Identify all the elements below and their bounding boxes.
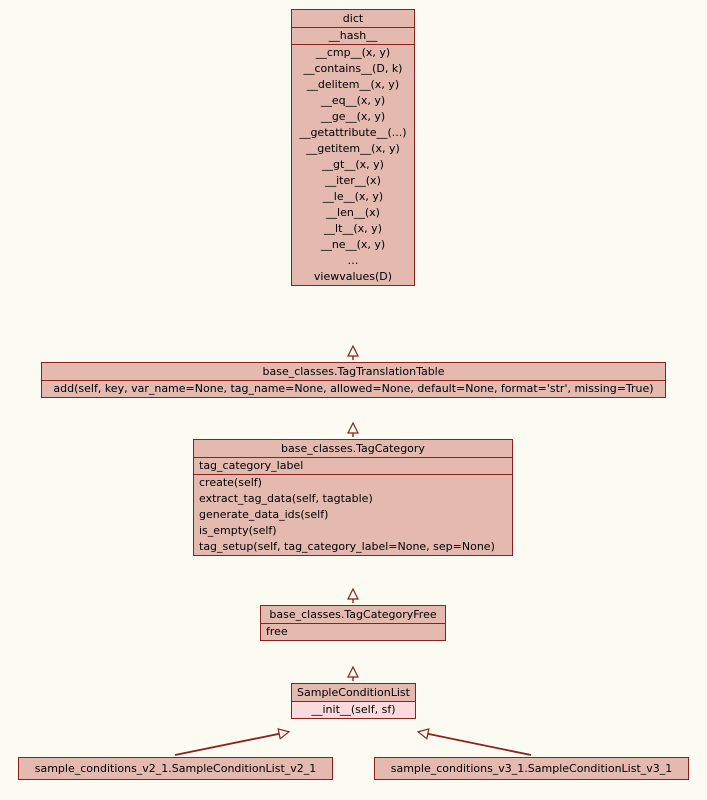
class-node-tagcategoryfree[interactable] (260, 605, 446, 641)
class-method: __gt__(x, y) (322, 158, 384, 171)
class-node-tagtranslationtable[interactable] (41, 362, 666, 398)
class-method: is_empty(self) (199, 524, 277, 537)
class-method: __le__(x, y) (322, 190, 384, 203)
class-methods (42, 381, 665, 397)
class-node-sampleconditionlist[interactable] (291, 683, 416, 719)
class-method: __len__(x) (326, 206, 380, 219)
class-title: base_classes.TagCategoryFree (261, 606, 445, 624)
class-method: __ge__(x, y) (320, 110, 386, 123)
class-method: generate_data_ids(self) (199, 508, 329, 521)
class-method: __ne__(x, y) (320, 238, 386, 251)
class-title: base_classes.TagTranslationTable (42, 363, 665, 381)
class-methods (194, 475, 512, 555)
edge-v2_1-to-sampleconditionlist (175, 732, 288, 755)
class-title: base_classes.TagCategory (194, 440, 512, 458)
class-node-sampleconditionlist-v3-1[interactable] (374, 757, 689, 780)
class-attribute: free (266, 625, 288, 638)
class-method: __iter__(x) (325, 174, 381, 187)
class-method: extract_tag_data(self, tagtable) (199, 492, 373, 505)
class-title: SampleConditionList (292, 684, 415, 702)
class-node-tagcategory[interactable] (193, 439, 513, 556)
class-title: sample_conditions_v3_1.SampleConditionList_v3_1 (390, 762, 673, 775)
class-method: create(self) (199, 476, 262, 489)
class-title: dict (292, 10, 414, 28)
class-method: add(self, key, var_name=None, tag_name=None, allowed=None, default=None, format='str', missing=True) (53, 382, 654, 395)
class-title: sample_conditions_v2_1.SampleConditionList_v2_1 (34, 762, 317, 775)
class-attribute: __init__(self, sf) (311, 703, 396, 716)
class-method: __getattribute__(...) (299, 126, 407, 139)
class-attributes (292, 702, 415, 718)
class-method-ellipsis: … (347, 254, 359, 267)
class-method: viewvalues(D) (313, 270, 393, 283)
class-method: __getitem__(x, y) (306, 142, 400, 155)
class-method: __contains__(D, k) (303, 62, 403, 75)
class-methods (292, 45, 414, 285)
class-method: __lt__(x, y) (324, 222, 382, 235)
class-method: tag_setup(self, tag_category_label=None, sep=None) (199, 540, 495, 553)
class-attribute: tag_category_label (199, 459, 304, 472)
class-method: __delitem__(x, y) (306, 78, 400, 91)
class-attribute: __hash__ (328, 29, 378, 42)
edge-v3_1-to-sampleconditionlist (419, 732, 531, 755)
class-attributes (194, 458, 512, 475)
class-attributes (292, 28, 414, 45)
class-node-sampleconditionlist-v2-1[interactable] (18, 757, 333, 780)
class-method: __eq__(x, y) (320, 94, 386, 107)
class-node-dict[interactable] (291, 9, 415, 286)
class-attributes (261, 624, 445, 640)
class-method: __cmp__(x, y) (315, 46, 391, 59)
